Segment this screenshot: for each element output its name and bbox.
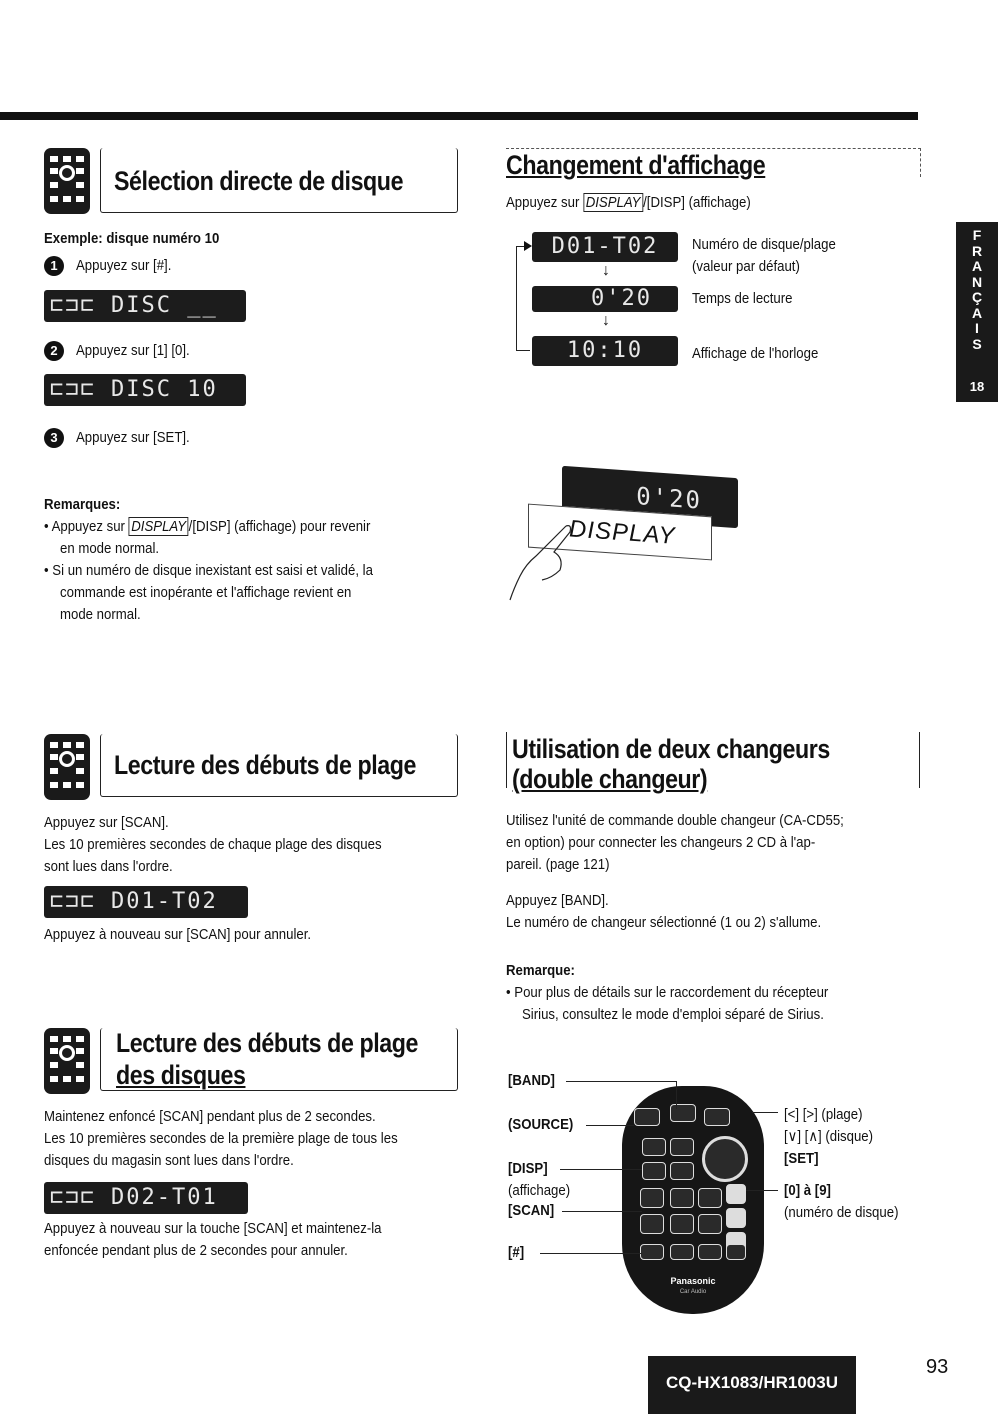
- callout-line: [746, 1190, 778, 1191]
- body-text: disques du magasin sont lues dans l'ordre.: [44, 1152, 294, 1169]
- page-number: 93: [926, 1356, 949, 1378]
- body-text: Les 10 premières secondes de la première plage de tous les: [44, 1130, 398, 1147]
- lcd-display: ⊏⊐⊏ DISC __: [44, 290, 246, 322]
- lcd-display: ⊏⊐⊏ D02-T01: [44, 1182, 248, 1214]
- display-key-label: DISPLAY: [129, 517, 189, 536]
- arrow-right-icon: [524, 241, 532, 251]
- instruction-line: Appuyez sur DISPLAY /[DISP] (affichage): [506, 194, 751, 211]
- body-text: Les 10 premières secondes de chaque plage des disques: [44, 836, 382, 853]
- display-label: Numéro de disque/plage: [692, 236, 836, 253]
- body-text: Appuyez à nouveau sur [SCAN] pour annuler.: [44, 926, 312, 943]
- step-text: Appuyez sur [SET].: [76, 429, 190, 446]
- brand-sub: Car Audio: [679, 1289, 707, 1295]
- body-text: Maintenez enfoncé [SCAN] pendant plus de 2 secondes.: [44, 1108, 376, 1125]
- lcd-display: ⊏⊐⊏ D01-T02: [44, 886, 248, 918]
- callout-disp-sub: (affichage): [508, 1182, 571, 1199]
- callout-line: [752, 1112, 778, 1113]
- step-text: Appuyez sur [#].: [76, 257, 172, 274]
- callout-line: [566, 1081, 676, 1082]
- lcd-display: D01-T02: [532, 232, 678, 262]
- section-title-scan-discs-2: des disques: [116, 1060, 246, 1090]
- display-button-label: DISPLAY: [569, 515, 676, 550]
- body-text: pareil. (page 121): [506, 856, 610, 873]
- body-text: enfoncée pendant plus de 2 secondes pour annuler.: [44, 1242, 348, 1259]
- section-title-disc-select: Sélection directe de disque: [114, 166, 404, 196]
- remark-line: Sirius, consultez le mode d'emploi séparé de Sirius.: [522, 1006, 824, 1023]
- body-text: Appuyez [BAND].: [506, 892, 609, 909]
- remark-line: en mode normal.: [60, 540, 160, 557]
- callout-source: (SOURCE): [508, 1116, 574, 1133]
- callout-numbers: [0] à [9]: [784, 1182, 831, 1199]
- callout-set: [SET]: [784, 1150, 819, 1167]
- remark-line: mode normal.: [60, 606, 141, 623]
- arrow-down-icon: ↓: [602, 262, 610, 279]
- callout-line: [676, 1081, 677, 1109]
- remark-line: commande est inopérante et l'affichage revient en: [60, 584, 352, 601]
- arrow-down-icon: ↓: [602, 312, 610, 329]
- remote-icon: [44, 148, 90, 214]
- remark-line: • Appuyez sur DISPLAY /[DISP] (affichage) pour revenir: [44, 518, 371, 535]
- callout-line: [540, 1253, 642, 1254]
- callout-disp: [DISP]: [508, 1160, 548, 1177]
- lcd-display: 10:10: [532, 336, 678, 366]
- step-number: 3: [44, 428, 64, 448]
- remark-line: • Pour plus de détails sur le raccordement du récepteur: [506, 984, 829, 1001]
- step-text: Appuyez sur [1] [0].: [76, 342, 190, 359]
- section-title-scan: Lecture des débuts de plage: [114, 750, 416, 780]
- remote-icon: [44, 734, 90, 800]
- remarks-title: Remarques:: [44, 496, 121, 513]
- callout-line: [560, 1169, 642, 1170]
- body-text: sont lues dans l'ordre.: [44, 858, 173, 875]
- display-label: Temps de lecture: [692, 290, 793, 307]
- step-number: 1: [44, 256, 64, 276]
- callout-track: [<] [>] (plage): [784, 1106, 863, 1123]
- section-title-display-change: Changement d'affichage: [506, 150, 766, 180]
- section-title-double-changer-2: (double changeur): [512, 764, 708, 794]
- remark-title: Remarque:: [506, 962, 575, 979]
- body-text: Le numéro de changeur sélectionné (1 ou 2) s'allume.: [506, 914, 822, 931]
- section-title-double-changer: Utilisation de deux changeurs: [512, 734, 830, 764]
- body-text: Utilisez l'unité de commande double changeur (CA-CD55;: [506, 812, 844, 829]
- callout-band: [BAND]: [508, 1072, 555, 1089]
- body-text: Appuyez à nouveau sur la touche [SCAN] et maintenez-la: [44, 1220, 382, 1237]
- callout-line: [586, 1125, 634, 1126]
- language-tab-page: 18: [969, 379, 985, 394]
- example-label: Exemple: disque numéro 10: [44, 230, 220, 247]
- lcd-display: 0'20: [532, 286, 678, 312]
- section-title-scan-discs: Lecture des débuts de plage: [116, 1028, 418, 1058]
- display-button-illustration: [528, 472, 738, 568]
- cycle-bracket: [516, 350, 530, 351]
- body-text: Appuyez sur [SCAN].: [44, 814, 169, 831]
- lcd-display: ⊏⊐⊏ DISC 10: [44, 374, 246, 406]
- remote-control-illustration: [622, 1086, 764, 1314]
- top-rule: [0, 112, 918, 120]
- callout-hash: [#]: [508, 1244, 525, 1261]
- step-number: 2: [44, 341, 64, 361]
- language-tab: [956, 222, 998, 402]
- remote-icon: [44, 1028, 90, 1094]
- body-text: en option) pour connecter les changeurs 2 CD à l'ap-: [506, 834, 816, 851]
- callout-scan: [SCAN]: [508, 1202, 555, 1219]
- display-label: Affichage de l'horloge: [692, 345, 819, 362]
- display-key-label: DISPLAY: [583, 193, 643, 212]
- hand-pointing-icon: [506, 516, 586, 606]
- brand-logo: Panasonic: [670, 1276, 716, 1286]
- model-number: CQ-HX1083/HR1003U: [648, 1356, 856, 1414]
- callout-line: [562, 1211, 642, 1212]
- callout-disc: [∨] [∧] (disque): [784, 1128, 874, 1145]
- joystick-icon: [702, 1136, 748, 1182]
- lcd-display: 0'20: [562, 466, 738, 528]
- language-tab-letters: F R A N Ç A I S: [971, 227, 983, 352]
- remark-line: • Si un numéro de disque inexistant est saisi et validé, la: [44, 562, 373, 579]
- display-label: (valeur par défaut): [692, 258, 800, 275]
- cycle-bracket: [516, 246, 517, 350]
- callout-numbers-sub: (numéro de disque): [784, 1204, 899, 1221]
